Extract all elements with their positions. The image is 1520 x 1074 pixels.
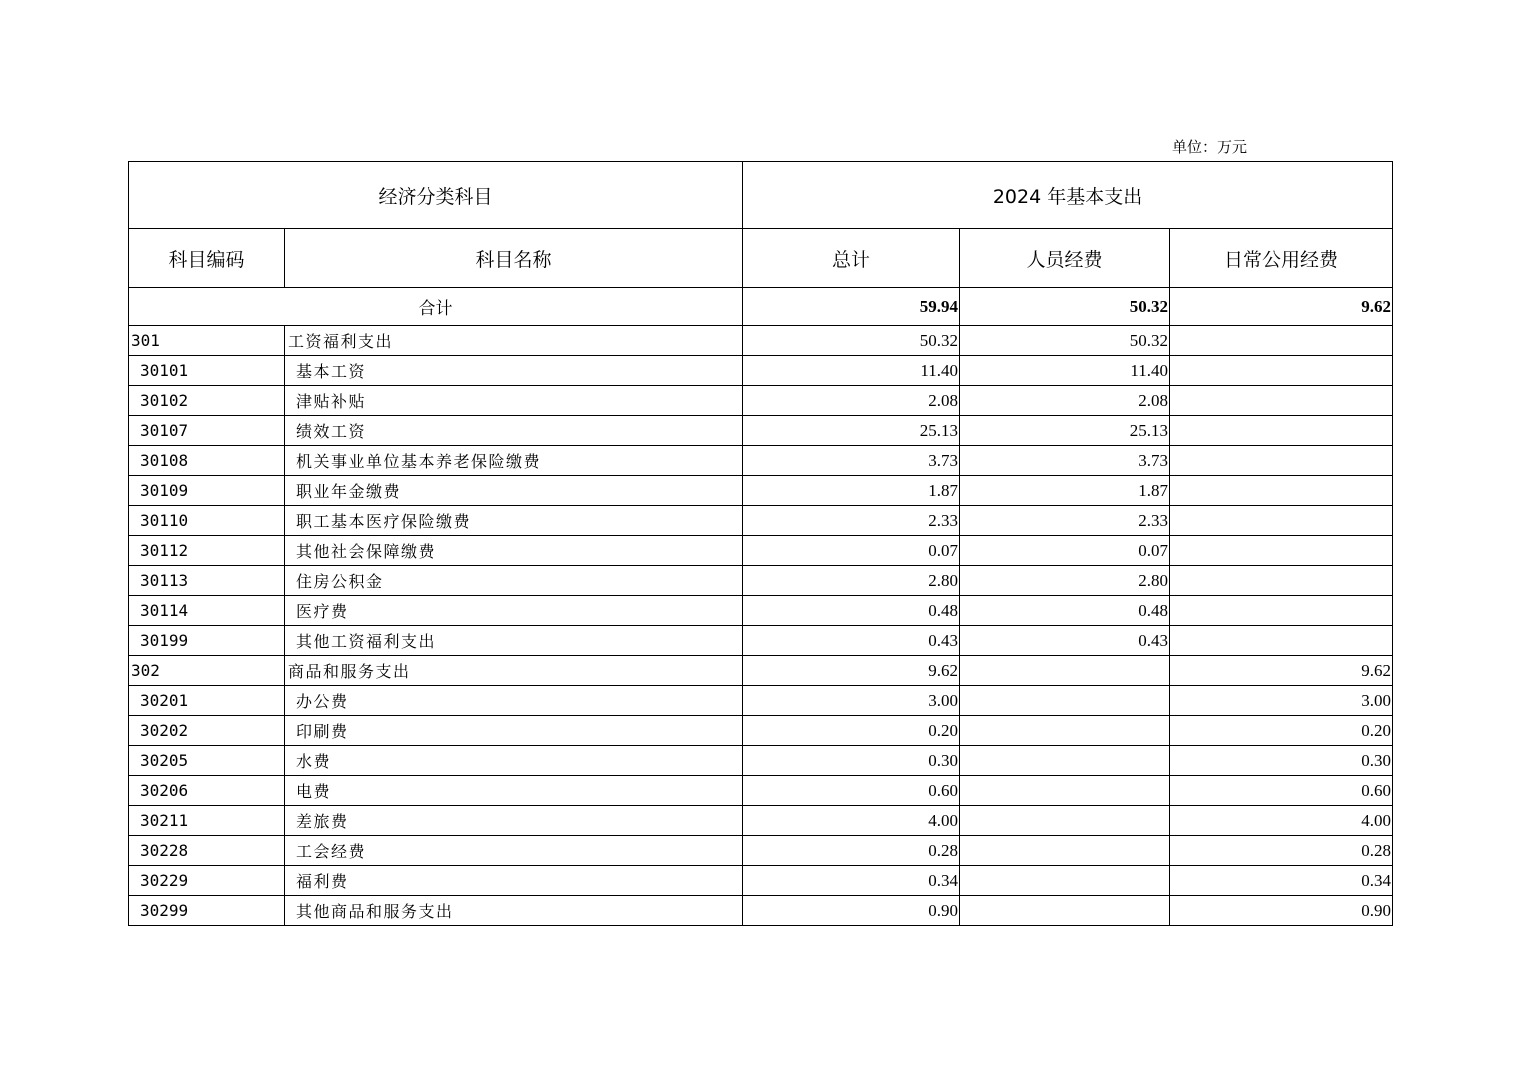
row-personnel [960,746,1170,776]
row-personnel [960,776,1170,806]
row-public [1170,566,1393,596]
row-code: 30110 [129,506,285,536]
row-total: 2.80 [743,566,960,596]
row-personnel [960,806,1170,836]
row-total: 11.40 [743,356,960,386]
row-name: 津贴补贴 [285,386,743,416]
row-personnel [960,686,1170,716]
row-public: 0.28 [1170,836,1393,866]
row-personnel: 2.80 [960,566,1170,596]
row-total: 0.90 [743,896,960,926]
total-total: 59.94 [743,288,960,326]
row-name: 医疗费 [285,596,743,626]
row-code: 30113 [129,566,285,596]
table-row [129,596,1393,626]
row-public: 0.20 [1170,716,1393,746]
row-total: 25.13 [743,416,960,446]
row-personnel [960,656,1170,686]
row-personnel: 0.48 [960,596,1170,626]
row-name: 其他工资福利支出 [285,626,743,656]
row-name: 其他社会保障缴费 [285,536,743,566]
row-code: 30101 [129,356,285,386]
unit-label: 单位：万元 [1172,138,1248,156]
row-total: 0.43 [743,626,960,656]
row-public: 4.00 [1170,806,1393,836]
row-name: 工会经费 [285,836,743,866]
total-label: 合计 [129,288,743,326]
row-code: 30112 [129,536,285,566]
row-total: 3.73 [743,446,960,476]
row-public: 0.34 [1170,866,1393,896]
row-code: 30228 [129,836,285,866]
row-total: 4.00 [743,806,960,836]
row-code: 30201 [129,686,285,716]
table-row [129,566,1393,596]
row-personnel: 2.33 [960,506,1170,536]
row-personnel: 0.07 [960,536,1170,566]
column-header-row [129,229,1393,288]
column-header-public: 日常公用经费 [1170,229,1393,288]
table-row [129,716,1393,746]
row-public [1170,476,1393,506]
row-personnel [960,896,1170,926]
row-public: 0.60 [1170,776,1393,806]
row-name: 商品和服务支出 [285,656,743,686]
row-personnel: 25.13 [960,416,1170,446]
row-code: 30299 [129,896,285,926]
row-personnel: 2.08 [960,386,1170,416]
row-name: 印刷费 [285,716,743,746]
row-name: 职工基本医疗保险缴费 [285,506,743,536]
row-public: 0.30 [1170,746,1393,776]
row-personnel [960,866,1170,896]
row-name: 办公费 [285,686,743,716]
table-row [129,686,1393,716]
row-total: 0.34 [743,866,960,896]
total-row [129,288,1393,326]
row-total: 1.87 [743,476,960,506]
row-code: 30114 [129,596,285,626]
row-name: 绩效工资 [285,416,743,446]
row-name: 机关事业单位基本养老保险缴费 [285,446,743,476]
row-total: 0.07 [743,536,960,566]
table-row [129,476,1393,506]
row-public: 9.62 [1170,656,1393,686]
table-row [129,626,1393,656]
row-personnel: 50.32 [960,326,1170,356]
column-header-personnel: 人员经费 [960,229,1170,288]
row-code: 30206 [129,776,285,806]
column-header-total: 总计 [743,229,960,288]
row-code: 30205 [129,746,285,776]
total-personnel: 50.32 [960,288,1170,326]
table-row [129,776,1393,806]
row-name: 其他商品和服务支出 [285,896,743,926]
row-code: 30229 [129,866,285,896]
table-row [129,866,1393,896]
row-name: 工资福利支出 [285,326,743,356]
row-total: 0.20 [743,716,960,746]
table-row [129,896,1393,926]
row-code: 30108 [129,446,285,476]
row-public [1170,326,1393,356]
row-public [1170,356,1393,386]
row-name: 职业年金缴费 [285,476,743,506]
header-group-row [129,162,1393,229]
table-row [129,536,1393,566]
table-row [129,656,1393,686]
row-total: 2.08 [743,386,960,416]
table-row [129,506,1393,536]
row-code: 302 [129,656,285,686]
row-personnel: 11.40 [960,356,1170,386]
row-public [1170,446,1393,476]
table-row [129,356,1393,386]
row-name: 基本工资 [285,356,743,386]
header-classification: 经济分类科目 [129,162,743,229]
row-personnel: 3.73 [960,446,1170,476]
row-name: 福利费 [285,866,743,896]
table-row [129,836,1393,866]
column-header-name: 科目名称 [285,229,743,288]
row-public [1170,416,1393,446]
row-total: 0.28 [743,836,960,866]
row-public [1170,506,1393,536]
table-row [129,746,1393,776]
row-code: 30102 [129,386,285,416]
row-code: 30202 [129,716,285,746]
row-personnel: 0.43 [960,626,1170,656]
row-code: 30211 [129,806,285,836]
header-expenditure: 2024 年基本支出 [743,162,1393,229]
row-total: 0.30 [743,746,960,776]
row-total: 3.00 [743,686,960,716]
row-personnel: 1.87 [960,476,1170,506]
row-code: 30107 [129,416,285,446]
row-code: 30109 [129,476,285,506]
row-code: 301 [129,326,285,356]
table-row [129,386,1393,416]
table-row [129,806,1393,836]
row-name: 差旅费 [285,806,743,836]
total-public: 9.62 [1170,288,1393,326]
row-name: 水费 [285,746,743,776]
row-public: 3.00 [1170,686,1393,716]
row-total: 0.60 [743,776,960,806]
row-total: 9.62 [743,656,960,686]
row-name: 电费 [285,776,743,806]
row-total: 0.48 [743,596,960,626]
table-row [129,446,1393,476]
row-public [1170,386,1393,416]
row-public [1170,626,1393,656]
row-total: 2.33 [743,506,960,536]
row-personnel [960,716,1170,746]
row-code: 30199 [129,626,285,656]
row-public [1170,596,1393,626]
row-name: 住房公积金 [285,566,743,596]
row-public [1170,536,1393,566]
row-personnel [960,836,1170,866]
row-total: 50.32 [743,326,960,356]
basic-expenditure-table [128,161,1393,926]
table-row [129,326,1393,356]
row-public: 0.90 [1170,896,1393,926]
column-header-code: 科目编码 [129,229,285,288]
table-row [129,416,1393,446]
